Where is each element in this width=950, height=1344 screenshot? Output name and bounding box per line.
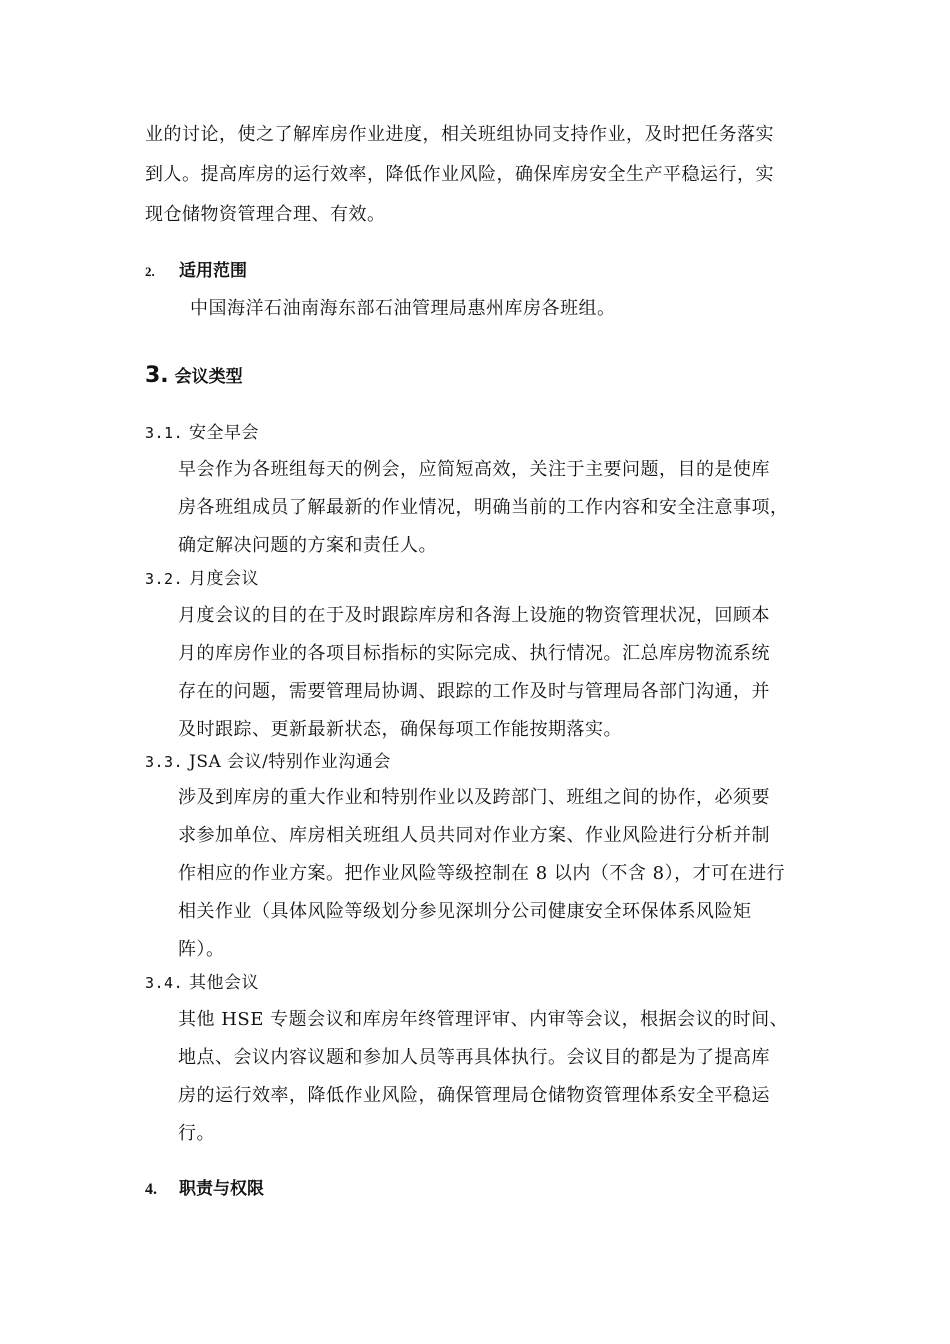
subsection-title: 安全早会: [189, 423, 259, 443]
body-line: 行。: [178, 1123, 215, 1144]
body-line: 早会作为各班组每天的例会，应简短高效，关注于主要问题，目的是使库: [178, 459, 770, 480]
subsection-number: 3.4.: [145, 974, 184, 992]
body-line: 房的运行效率，降低作业风险，确保管理局仓储物资管理体系安全平稳运: [178, 1085, 770, 1106]
body-line: 地点、会议内容议题和参加人员等再具体执行。会议目的都是为了提高库: [178, 1047, 770, 1068]
body-line: 房各班组成员了解最新的作业情况，明确当前的工作内容和安全注意事项，: [178, 497, 789, 518]
body-line: 阵）。: [178, 939, 225, 960]
section-2-heading: [145, 256, 247, 281]
intro-line: 到人。提高库房的运行效率，降低作业风险，确保库房安全生产平稳运行，实: [145, 164, 774, 185]
body-line: 涉及到库房的重大作业和特别作业以及跨部门、班组之间的协作，必须要: [178, 787, 770, 808]
section-title: 适用范围: [179, 261, 247, 281]
subsection-title: 其他会议: [189, 973, 259, 993]
body-line: 月度会议的目的在于及时跟踪库房和各海上设施的物资管理状况，回顾本: [178, 605, 770, 626]
body-line: 其他 HSE 专题会议和库房年终管理评审、内审等会议，根据会议的时间、: [178, 1009, 789, 1030]
section-3-heading: [145, 362, 243, 388]
section-title: 职责与权限: [179, 1179, 264, 1199]
subsection-number: 3.2.: [145, 570, 184, 588]
body-line: 存在的问题，需要管理局协调、跟踪的工作及时与管理局各部门沟通，并: [178, 681, 770, 702]
body-line: 相关作业（具体风险等级划分参见深圳分公司健康安全环保体系风险矩: [178, 901, 752, 922]
body-line: 求参加单位、库房相关班组人员共同对作业方案、作业风险进行分析并制: [178, 825, 770, 846]
body-line: 月的库房作业的各项目标指标的实际完成、执行情况。汇总库房物流系统: [178, 643, 770, 664]
subsection-3-3-heading: [145, 750, 391, 774]
subsection-number: 3.3.: [145, 753, 184, 771]
section-number: 4.: [145, 1181, 157, 1198]
intro-line: 现仓储物资管理合理、有效。: [145, 204, 386, 225]
subsection-3-4-heading: [145, 971, 259, 995]
section-number: 3.: [145, 363, 169, 388]
section-2-text: 中国海洋石油南海东部石油管理局惠州库房各班组。: [190, 298, 616, 319]
subsection-number: 3.1.: [145, 424, 184, 442]
subsection-3-1-heading: [145, 421, 259, 445]
section-4-heading: [145, 1174, 264, 1199]
body-line: 及时跟踪、更新最新状态，确保每项工作能按期落实。: [178, 719, 622, 740]
section-number: 2.: [145, 264, 155, 279]
body-line: 作相应的作业方案。把作业风险等级控制在 8 以内（不含 8），才可在进行: [178, 863, 786, 884]
section-title: 会议类型: [174, 367, 243, 387]
subsection-3-2-heading: [145, 567, 259, 591]
body-line: 确定解决问题的方案和责任人。: [178, 535, 437, 556]
intro-line: 业的讨论，使之了解库房作业进度，相关班组协同支持作业，及时把任务落实: [145, 124, 774, 145]
subsection-title: 月度会议: [189, 569, 259, 589]
subsection-title: JSA 会议/特别作业沟通会: [189, 752, 391, 772]
